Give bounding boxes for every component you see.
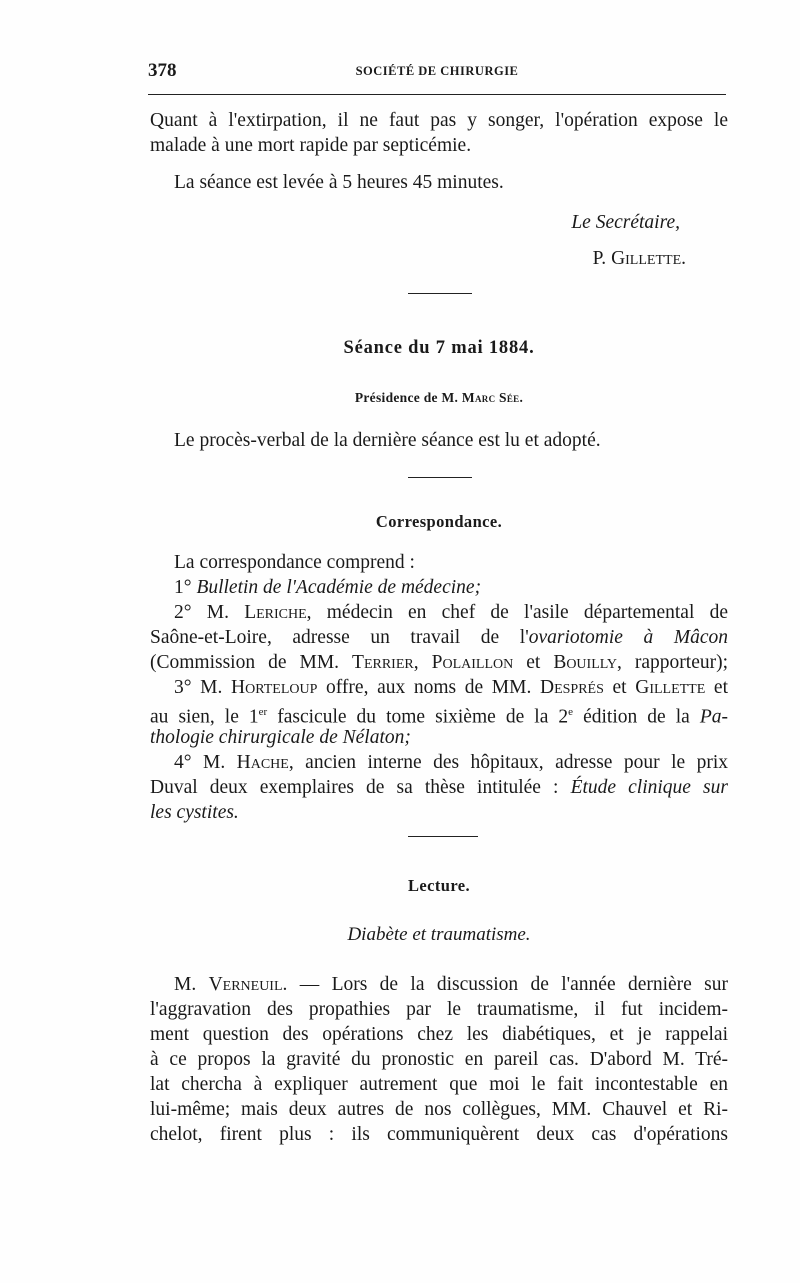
corr-item-3-line-1 — [150, 675, 728, 700]
presidence-prefix: Présidence de M. — [354, 390, 462, 405]
section-rule-1 — [408, 293, 472, 294]
running-head — [148, 60, 726, 86]
secretary-initial: P. — [592, 248, 612, 269]
corr-item-3-sep: et — [603, 677, 636, 698]
intro-line-2: malade à une mort rapide par septicémie. — [150, 135, 472, 156]
corr-item-2-line-1 — [150, 600, 728, 625]
lecture-line-1-text: . — Lors de la discussion de l'année dernière sur — [282, 974, 728, 995]
commission-suffix: , rapporteur); — [617, 652, 729, 673]
corr-item-3-name: Horteloup — [231, 677, 318, 698]
corr-item-4-name: Hache — [236, 752, 289, 773]
corr-item-3-text: offre, aux noms de MM. — [317, 677, 540, 698]
lecture-heading: Lecture. — [408, 876, 470, 895]
corr-item-2-work: ovariotomie à Mâcon — [528, 627, 728, 648]
lecture-line-2: l'aggravation des propathies par le traumatisme, il fut incidem- — [150, 999, 728, 1020]
running-title: SOCIÉTÉ DE CHIRURGIE — [355, 64, 519, 78]
corr-item-2-line-3 — [150, 650, 728, 675]
header-rule — [148, 94, 726, 95]
corr-item-1-num: 1° — [174, 577, 197, 598]
corr-item-2-text-2: Saône-et-Loire, adresse un travail de l' — [150, 627, 529, 648]
proces-verbal: Le procès-verbal de la dernière séance est lu et adopté. — [174, 430, 601, 451]
section-rule-3 — [408, 836, 478, 837]
lecture-line-5: lat chercha à expliquer autrement que moi le fait incontestable en — [150, 1074, 728, 1095]
commission-sep-1: , — [413, 652, 432, 673]
corr-item-4-prefix: 4° M. — [174, 752, 237, 773]
secretary-name: Gillette. — [611, 248, 686, 269]
lecture-line-1 — [150, 972, 728, 997]
commission-sep-2: et — [513, 652, 554, 673]
corr-item-2-text: , médecin en chef de l'asile départemental de — [306, 602, 728, 623]
corr-item-2-line-2 — [150, 625, 728, 650]
corr-item-1 — [150, 575, 728, 600]
intro-line-1: Quant à l'extirpation, il ne faut pas y songer, l'opération expose le — [150, 110, 728, 131]
corr-item-4-text: , ancien interne des hôpitaux, adresse pour le prix — [288, 752, 729, 773]
correspondance-heading: Correspondance. — [375, 512, 503, 531]
secretary-signature — [150, 246, 728, 271]
secretary-title: Le Secrétaire, — [571, 212, 680, 233]
seance-closing: La séance est levée à 5 heures 45 minutes. — [174, 172, 504, 193]
lecture-speaker-prefix: M. — [174, 974, 209, 995]
presidence-line — [150, 390, 728, 406]
page-number: 378 — [148, 60, 177, 81]
corr-item-2-prefix: 2° M. — [174, 602, 245, 623]
correspondance-intro: La correspondance comprend : — [174, 552, 415, 573]
commission-name-2: Polaillon — [431, 652, 514, 673]
corr-item-3-text-3: fascicule du tome sixième de la 2 — [267, 706, 569, 728]
corr-item-1-title: Bulletin de l'Académie de médecine; — [196, 577, 482, 598]
presidence-name: Marc Sée. — [461, 390, 524, 405]
corr-item-4-line-1 — [150, 750, 728, 775]
corr-item-3-work-start: Pa- — [699, 706, 728, 728]
commission-prefix: (Commission de MM. — [150, 652, 353, 673]
corr-item-3-text-4: édition de la — [573, 706, 700, 728]
lecture-line-7: chelot, firent plus : ils communiquèrent deux cas d'opérations — [150, 1124, 728, 1145]
corr-item-3-prefix: 3° M. — [174, 677, 232, 698]
corr-item-3-name-2: Gillette — [635, 677, 706, 698]
corr-item-3-sup-2: e — [568, 706, 574, 718]
corr-item-4-text-2: Duval deux exemplaires de sa thèse intitulée : — [150, 777, 571, 798]
lecture-line-4: à ce propos la gravité du pronostic en pareil cas. D'abord M. Tré- — [150, 1049, 728, 1070]
corr-item-3-suffix: et — [705, 677, 729, 698]
lecture-subtitle: Diabète et traumatisme. — [347, 924, 531, 945]
lecture-line-3: ment question des opérations chez les diabétiques, et je rappelai — [150, 1024, 728, 1045]
corr-item-4-line-3: les cystites. — [150, 802, 239, 823]
corr-item-2-name: Leriche — [244, 602, 307, 623]
corr-item-4-thesis: Étude clinique sur — [570, 777, 728, 798]
lecture-speaker-name: Verneuil — [208, 974, 283, 995]
corr-item-3-name-1: Després — [540, 677, 604, 698]
corr-item-3-text-2: au sien, le 1 — [150, 706, 259, 728]
lecture-line-6: lui-même; mais deux autres de nos collègues, MM. Chauvel et Ri- — [150, 1099, 728, 1120]
commission-name-1: Terrier — [352, 652, 414, 673]
corr-item-4-line-2 — [150, 775, 728, 800]
commission-name-3: Bouilly — [553, 652, 618, 673]
section-rule-2 — [408, 477, 472, 478]
corr-item-3-line-3: thologie chirurgicale de Nélaton; — [150, 727, 411, 748]
corr-item-3-sup-1: er — [258, 706, 268, 718]
seance-title: Séance du 7 mai 1884. — [343, 338, 535, 358]
